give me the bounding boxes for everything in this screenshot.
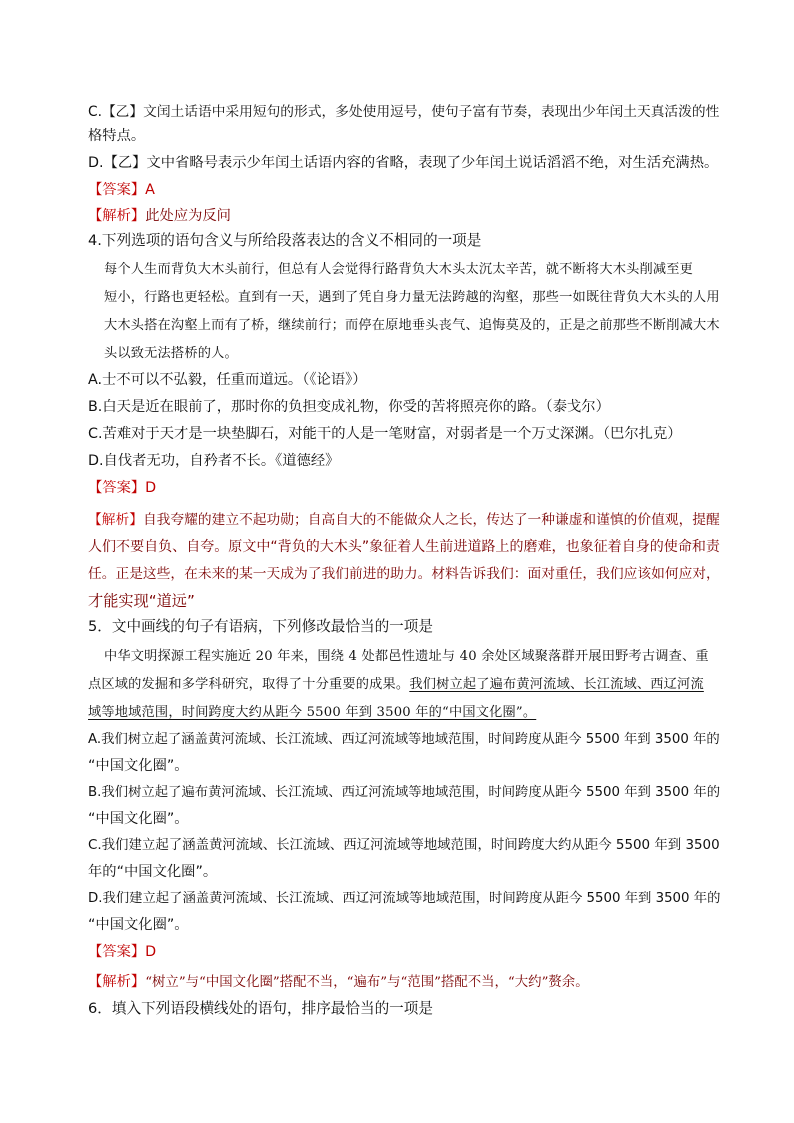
q4-analysis-line3: 任。正是这些，在未来的某一天成为了我们前进的助力。材料告诉我们：面对重任，我们应该如何应对， [88,566,720,582]
q5-option-d-line2: “中国文化圈”。 [88,917,189,933]
q4-passage-line: 短小，行路也更轻松。直到有一天，遇到了凭自身力量无法跨越的沟壑，那些一如既往背负大木头的人用 [104,290,720,305]
q5-option-a-line1: A.我们树立起了涵盖黄河流域、长江流域、西辽河流域等地域范围，时间跨度从距今 5500 年到 3500 年的 [88,732,720,747]
q5-analysis [88,972,589,993]
underlined-sentence: 我们树立起了遍布黄河流域、长江流域、西辽河流 [409,677,704,692]
q4-answer: 【答案】D [88,480,157,496]
q4-option-a: A.士不可以不弘毅，任重而道远。（《论语》） [88,372,367,388]
q3-analysis-text: 此处应为反问 [145,208,231,224]
q4-passage-line: 头以致无法搭桥的人。 [104,346,238,361]
q4-analysis-line1: 【解析】自我夸耀的建立不起功勋；自高自大的不能做众人之长，传达了一种谦虚和谨慎的价值观，提醒 [88,512,720,528]
q5-option-d-line1: D.我们建立起了涵盖黄河流域、长江流域、西辽河流域等地域范围，时间跨度从距今 5500 年到 3500 年的 [88,891,721,906]
q5-option-a-line2: “中国文化圈”。 [88,758,189,774]
q6-stem: 6．填入下列语段横线处的语句，排序最恰当的一项是 [88,1000,433,1017]
q5-passage-line2: 点区域的发掘和多学科研究，取得了十分重要的成果。我们树立起了遍布黄河流域、长江流域、西辽河流 [88,677,704,692]
q4-analysis-line2: 人们不要自负、自夸。原文中“背负的大木头”象征着人生前进道路上的磨难，也象征着自身的使命和责 [88,539,720,555]
underlined-sentence: 域等地域范围，时间跨度大约从距今 5500 年到 3500 年的“中国文化圈”。 [88,705,537,720]
q3-answer: 【答案】A [88,182,155,198]
analysis-tag: 【解析】 [88,512,143,528]
q5-stem: 5．文中画线的句子有语病，下列修改最恰当的一项是 [88,618,433,635]
q3-option-c-line2: 格特点。 [88,128,146,144]
q4-option-b: B.白天是近在眼前了，那时你的负担变成礼物，你受的苦将照亮你的路。（泰戈尔） [88,399,610,415]
q5-passage-line1: 中华文明探源工程实施近 20 年来，围绕 4 处都邑性遗址与 40 余处区域聚落群开展田野考古调查、重 [104,649,709,664]
q5-option-c-line2: 年的“中国文化圈”。 [88,864,218,880]
q5-answer: 【答案】D [88,944,157,960]
analysis-tag: 【解析】 [88,208,146,224]
q4-stem: 4.下列选项的语句含义与所给段落表达的含义不相同的一项是 [88,232,482,249]
q4-option-c: C.苦难对于天才是一块垫脚石，对能干的人是一笔财富，对弱者是一个万丈深渊。（巴尔扎克） [88,426,682,442]
q3-analysis [88,206,231,226]
q4-option-d: D.自伐者无功，自矜者不长。《道德经》 [88,453,340,469]
analysis-tag: 【解析】 [88,974,146,990]
q5-option-b-line2: “中国文化圈”。 [88,811,189,827]
q4-passage-line: 大木头搭在沟壑上而有了桥，继续前行；而停在原地垂头丧气、追悔莫及的，正是之前那些不断削减大木 [104,318,720,333]
q3-option-d: D.【乙】文中省略号表示少年闰土话语内容的省略，表现了少年闰土说话滔滔不绝，对生活充满热。 [88,155,719,171]
q5-option-b-line1: B.我们树立起了遍布黄河流域、长江流域、西辽河流域等地域范围，时间跨度从距今 5500 年到 3500 年的 [88,785,721,800]
q5-analysis-text: “树立”与“中国文化圈”搭配不当，“遍布”与“范围”搭配不当，“大约”赘余。 [145,975,589,990]
q5-option-c-line1: C.我们建立起了涵盖黄河流域、长江流域、西辽河流域等地域范围，时间跨度大约从距今 5500 年到 3500 [88,838,720,853]
q4-passage-line: 每个人生而背负大木头前行，但总有人会觉得行路背负大木头太沉太辛苦，就不断将大木头削减至更 [104,262,694,277]
q3-option-c-line1: C.【乙】文闰土话语中采用短句的形式，多处使用逗号，使句子富有节奏，表现出少年闰土天真活泼的性 [88,104,720,120]
q4-analysis-line4: 才能实现“道远” [88,592,195,610]
